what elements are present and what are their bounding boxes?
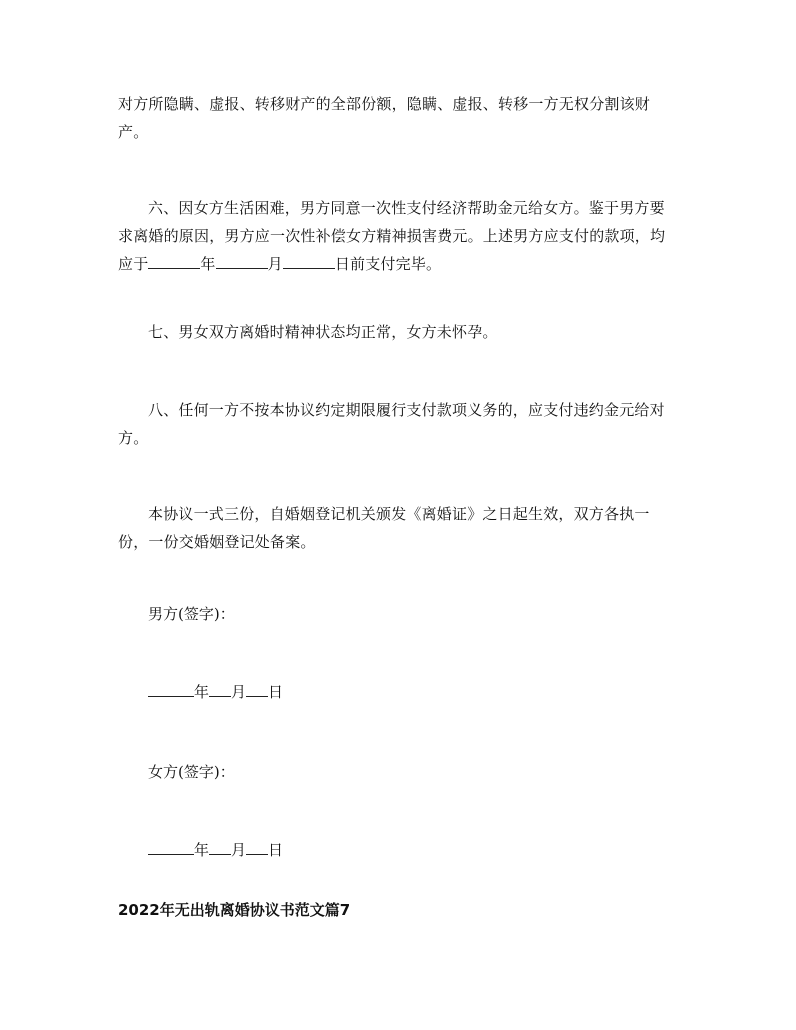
female-signature-label: 女方(签字)： (148, 763, 235, 781)
day-blank (283, 252, 335, 269)
male-year-blank (148, 680, 194, 697)
year-blank (148, 252, 200, 269)
paragraph-nine: 本协议一式三份，自婚姻登记机关颁发《离婚证》之日起生效，双方各执一份，一份交婚姻登记处备案。 (118, 505, 650, 551)
month-label: 月 (267, 255, 283, 273)
female-month-label: 月 (231, 841, 247, 859)
paragraph-six (118, 194, 678, 278)
next-section-heading: 2022年无出轨离婚协议书范文篇7 (118, 901, 351, 919)
male-signature-label: 男方(签字)： (148, 605, 235, 623)
female-year-blank (148, 838, 194, 855)
male-day-label: 日 (268, 683, 284, 701)
male-year-label: 年 (194, 683, 210, 701)
female-signature-date (148, 836, 283, 864)
year-label: 年 (200, 255, 216, 273)
female-month-blank (209, 838, 231, 855)
female-year-label: 年 (194, 841, 210, 859)
male-signature-date (148, 678, 283, 706)
male-month-label: 月 (231, 683, 247, 701)
male-day-blank (246, 680, 268, 697)
paragraph-six-text: 六、因女方生活困难，男方同意一次性支付经济帮助金元给女方。鉴于男方要求离婚的原因，男方应一次性补偿女方精神损害费元。上述男方应支付的款项，均应于 (118, 199, 666, 273)
paragraph-eight: 八、任何一方不按本协议约定期限履行支付款项义务的，应支付违约金元给对方。 (118, 401, 665, 447)
day-label: 日前支付完毕。 (334, 255, 442, 273)
month-blank (216, 252, 268, 269)
female-day-blank (246, 838, 268, 855)
female-day-label: 日 (268, 841, 284, 859)
paragraph-seven: 七、男女双方离婚时精神状态均正常，女方未怀孕。 (148, 323, 498, 341)
male-month-blank (209, 680, 231, 697)
paragraph-continuation: 对方所隐瞒、虚报、转移财产的全部份额，隐瞒、虚报、转移一方无权分割该财产。 (118, 95, 651, 141)
